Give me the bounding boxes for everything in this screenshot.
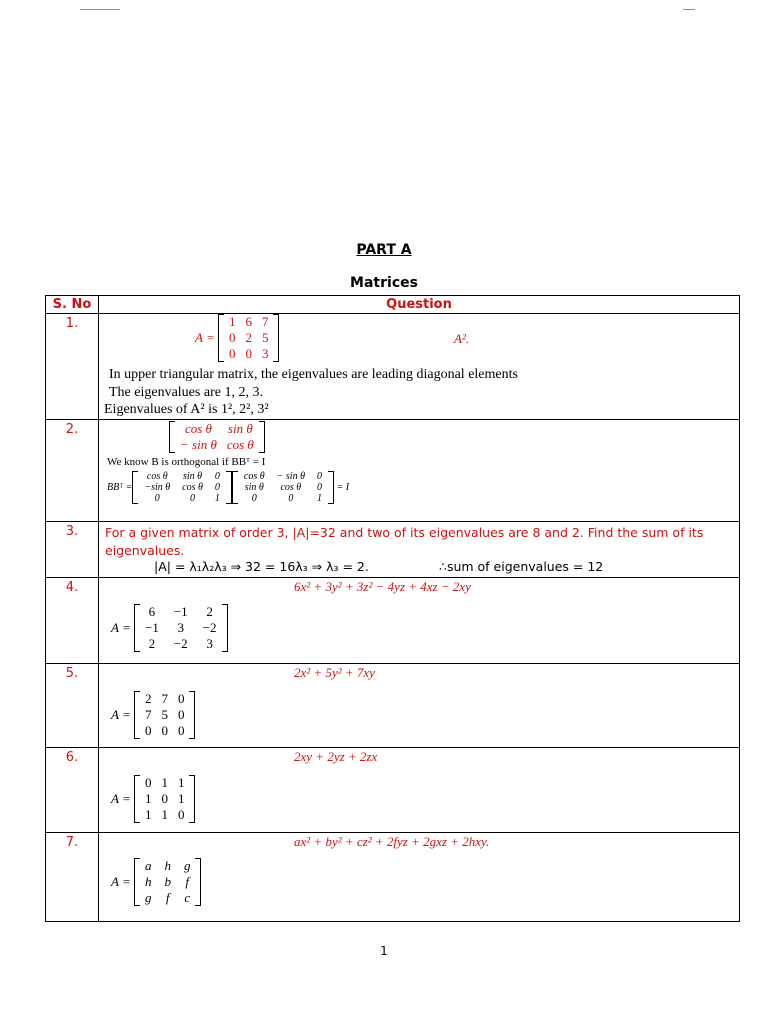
top-mark-left xyxy=(80,9,120,10)
sno-header: S. No xyxy=(46,296,99,314)
answer-line: In upper triangular matrix, the eigenvalues are leading diagonal elements xyxy=(109,367,518,382)
table-row xyxy=(46,578,740,664)
matrix-expression: A = 2 7 0 7 5 0 0 0 0 xyxy=(111,691,195,739)
table-row xyxy=(46,664,740,748)
question-header: Question xyxy=(99,296,740,314)
page-number: 1 xyxy=(380,944,388,958)
quadratic-form: 2xy + 2yz + 2zx xyxy=(294,749,378,764)
answer-line: Eigenvalues of A² is 1², 2², 3² xyxy=(104,402,269,417)
row-number: 7. xyxy=(46,833,99,922)
part-title: PART A xyxy=(356,242,412,258)
table-row xyxy=(46,314,740,420)
section-title: Matrices xyxy=(350,275,418,291)
table-row xyxy=(46,420,740,522)
matrix-expression: A = a h g h b f g f c xyxy=(111,858,201,906)
table-row xyxy=(46,748,740,833)
question-tail: A². xyxy=(454,331,470,346)
row-number: 5. xyxy=(46,664,99,748)
table-header-row xyxy=(46,296,740,314)
row-number: 6. xyxy=(46,748,99,833)
orthogonal-note: We know B is orthogonal if BBᵀ = I xyxy=(107,456,266,468)
quadratic-form: 6x² + 3y² + 3z² − 4yz + 4xz − 2xy xyxy=(294,579,471,594)
answer-line: The eigenvalues are 1, 2, 3. xyxy=(109,385,263,400)
row-number: 1. xyxy=(46,314,99,420)
table-row xyxy=(46,833,740,922)
working-line: |A| = λ₁λ₂λ₃ ⇒ 32 = 16λ₃ ⇒ λ₃ = 2. xyxy=(154,559,369,574)
matrix-expression: A = 6 −1 2 −1 3 −2 2 −2 3 xyxy=(111,604,228,652)
result-line: ∴sum of eigenvalues = 12 xyxy=(439,559,604,574)
row-number: 4. xyxy=(46,578,99,664)
quadratic-form: ax² + by² + cz² + 2fyz + 2gxz + 2hxy. xyxy=(294,834,490,849)
question-text: For a given matrix of order 3, |A|=32 and two of its eigenvalues are 8 and 2. Find the sum of its eigenvalues. xyxy=(105,525,704,558)
quadratic-form: 2x² + 5y² + 7xy xyxy=(294,665,375,680)
matrix-expression xyxy=(195,314,279,362)
row-number: 2. xyxy=(46,420,99,522)
table-row xyxy=(46,522,740,578)
matrix-prefix: A = xyxy=(195,330,215,345)
row-number: 3. xyxy=(46,522,99,578)
matrix-expression: A = 0 1 1 1 0 1 1 1 0 xyxy=(111,775,195,823)
matrix: 1 6 7 0 2 5 0 0 3 xyxy=(218,314,280,362)
questions-table xyxy=(45,295,740,922)
matrix-B: cos θ sin θ − sin θ cos θ xyxy=(169,421,265,453)
product-expression: BBᵀ = cos θ sin θ 0 −sin θ cos θ 0 0 0 1 cos θ − sin θ 0 sin θ cos θ 0 0 0 1 = I xyxy=(107,471,350,504)
top-mark-right xyxy=(683,9,695,10)
